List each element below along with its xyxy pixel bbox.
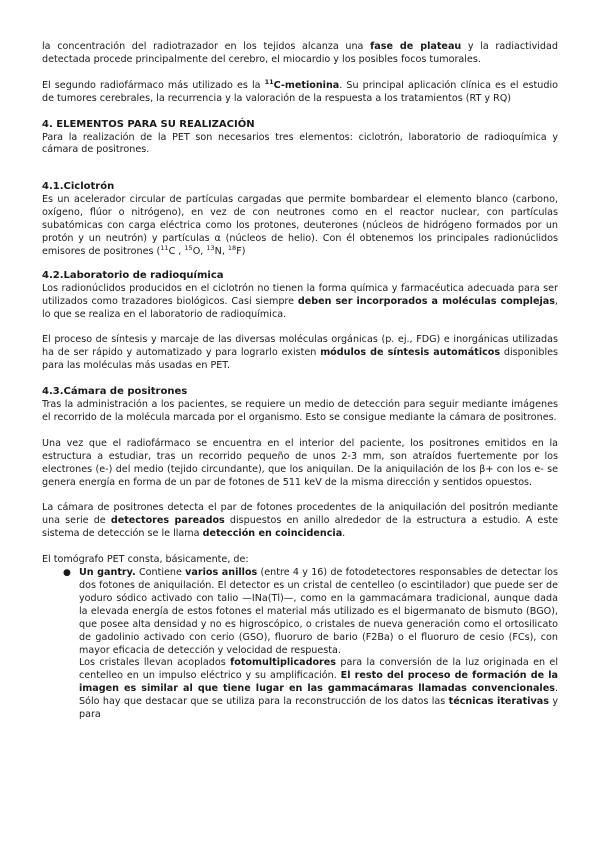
component-list [42,567,558,722]
text: . Su principal aplicación clínica es el estudio de tumores cerebrales, la recurrencia y la valoración de la respuesta a los tratamientos (RT y RQ) [42,79,558,104]
subsection-heading-4-2: 4.2.Laboratorio de radioquímica [42,269,224,281]
paragraph-sintesis [42,334,558,373]
bold-text: El resto del proceso de formación de la imagen es similar al que tiene lugar en las gammacámaras llamadas convencionales [79,670,559,695]
bold-text: módulos de síntesis automáticos [320,347,501,359]
text: para la conversión de la luz originada en el centelleo en un impulso eléctrico y su amplificación. [79,657,558,682]
bold-text: detección en coincidencia [202,528,343,540]
paragraph-elementos: Para la realización de la PET son necesarios tres elementos: ciclotrón, laboratorio de radioquímica y cámara de positrones. [42,131,558,156]
paragraph-aniquilacion: Una vez que el radiofármaco se encuentra en el interior del paciente, los positrones emitidos en la estructura a estudiar, tras un recorrido pequeño de unos 2-3 mm, son atraídos fuertemente por los electrones (e-) del medio (tejido circundante), que los aniquilan. De la aniquilación de los β+ con los e- se genera energía en forma de un par de fotones de 511 keV de la misma dirección y sentidos opuestos. [42,437,558,488]
paragraph-camara-intro: Tras la administración a los pacientes, se requiere un medio de detección para seguir mediante imágenes el recorrido de la molécula marcada por el organismo. Esto se consigue mediante la cámara de positrones. [42,399,558,423]
text: disponibles para las moléculas más usadas en PET. [42,347,559,372]
paragraph-radioquimica [42,283,558,322]
bold-text: detectores pareados [110,515,225,527]
text: y la radiactividad detectada procede principalmente del cerebro, el miocardio y los posibles focos tumorales. [42,41,558,65]
bold-text: fotomultiplicadores [230,657,337,669]
list-item [42,567,558,722]
text: O, [192,245,207,257]
superscript: 11 [264,77,274,86]
text: F) [236,245,246,257]
text: la concentración del radiotrazador en los tejidos alcanza una [42,41,371,52]
text: N, [214,245,228,257]
list-item-gantry [79,567,558,657]
text: El segundo radiofármaco más utilizado es la [42,79,265,91]
bold-text: deben ser incorporados a moléculas complejas [297,295,555,307]
paragraph-metionina [42,77,558,106]
text: . [342,528,346,540]
text: El proceso de síntesis y marcaje de las diversas moléculas orgánicas (p. ej., FDG) e inorgánicas utilizadas ha de ser rápido y automatizado y para lograrlo existen [42,334,558,359]
paragraph-plateau [42,41,558,67]
list-item-fotomultiplicadores [79,657,558,722]
document-page [42,41,558,722]
bold-text: varios anillos [185,567,258,579]
text: Contiene [135,567,186,579]
subsection-heading-4-1: 4.1.Ciclotrón [42,181,115,193]
paragraph-ciclotron [42,194,558,259]
text: , lo que se realiza en el laboratorio de radioquímica. [42,295,558,320]
bold-text: técnicas iterativas [448,696,549,708]
text: dispuestos en anillo alrededor de la estructura a estudio. A este sistema de detección se le llama [42,515,559,540]
bold-text: fase de plateau [370,41,462,52]
text: Es un acelerador circular de partículas cargadas que permite bombardear el elemento blanco (carbono, oxígeno, flúor o nitrógeno), en vez de con neutrones como en el reactor nuclear, con partículas subatómicas con carga eléctrica como los protones, deuterones (núcleos de hidrógeno formados por un protón y un neutrón) y partículas α (núcleos de helio). Con él obtenemos los principales radionúclidos emisores de positrones ( [42,194,558,257]
superscript: 15 [184,243,193,252]
text: Los radionúclidos producidos en el ciclotrón no tienen la forma química y farmacéutica adecuada para ser utilizados como trazadores biológicos. Casi siempre [42,282,558,307]
text: . Sólo hay que destacar que se utiliza para la reconstrucción de los datos las [79,683,558,708]
bold-text: C-metionina [273,79,340,91]
text: y para [79,696,558,721]
paragraph-coincidencia [42,502,558,541]
superscript: 18 [227,243,237,252]
text: Los cristales llevan acoplados [79,657,231,669]
text: La cámara de positrones detecta el par de fotones procedentes de la aniquilación del positrón mediante una serie de [42,502,558,527]
bullet-icon: ● [63,568,71,579]
superscript: 11 [160,243,169,252]
text: C , [168,245,185,257]
text: (entre 4 y 16) de fotodetectores responsables de detectar los dos fotones de aniquilación. El detector es un cristal de centelleo (o escintilador) que puede ser de yoduro sódico activado con talio —INa(Tl)—, como en la gammacámara tradicional, aunque dada la elevada energía de estos fotones el material más utilizado es el bigermanato de bismuto (BGO), que posee alta densidad y no es higroscópico, o cristales de nueva generación como el ortosilicato de gadolinio activado con cerio (GSO), fluoruro de bario (F2Ba) o el fluoruro de cesio (FCs), con mayor eficacia de detección y velocidad de respuesta. [79,567,559,656]
paragraph-tomografo: El tomógrafo PET consta, básicamente, de: [42,554,249,566]
subsection-heading-4-3: 4.3.Cámara de positrones [42,386,188,398]
section-heading-4: 4. ELEMENTOS PARA SU REALIZACIÓN [42,118,255,130]
superscript: 13 [206,243,215,252]
bold-text: Un gantry. [79,567,136,579]
